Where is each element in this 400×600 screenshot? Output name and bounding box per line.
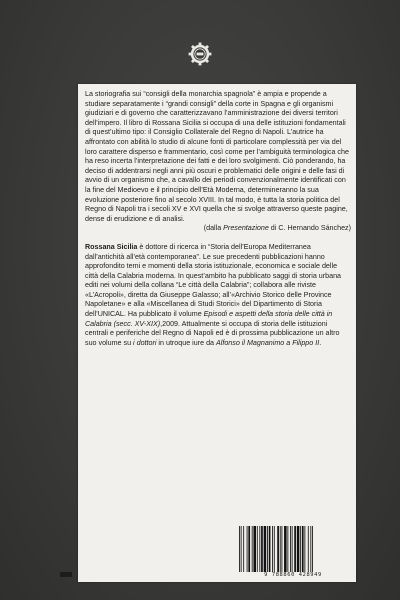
barcode-digits: 9 788860 428949 bbox=[264, 572, 322, 578]
barcode-bar bbox=[310, 526, 311, 572]
barcode-bar bbox=[261, 526, 263, 572]
barcode-bar bbox=[257, 526, 258, 572]
barcode-bar bbox=[294, 526, 296, 572]
barcode-bar bbox=[248, 526, 250, 572]
barcode-bar bbox=[312, 526, 313, 572]
barcode-bar bbox=[241, 526, 242, 572]
barcode-bar bbox=[272, 526, 273, 572]
barcode-bar bbox=[252, 526, 253, 572]
barcode-bar bbox=[264, 526, 267, 572]
isbn-barcode bbox=[235, 524, 351, 580]
author-name: Rossana Sicilia bbox=[85, 242, 138, 251]
barcode-bar bbox=[269, 526, 271, 572]
barcode-bar bbox=[259, 526, 260, 572]
price-sticker bbox=[60, 572, 72, 577]
barcode-bars bbox=[237, 526, 347, 572]
back-cover-text bbox=[85, 90, 351, 348]
barcode-bar bbox=[267, 526, 268, 572]
barcode-bar bbox=[300, 526, 301, 572]
barcode-bar bbox=[247, 526, 248, 572]
barcode-bar bbox=[287, 526, 288, 572]
barcode-bar bbox=[297, 526, 300, 572]
barcode-bar bbox=[243, 526, 244, 572]
barcode-bar bbox=[308, 526, 309, 572]
barcode-bar bbox=[282, 526, 283, 572]
barcode-bar bbox=[274, 526, 275, 572]
barcode-bar bbox=[280, 526, 281, 572]
blurb-attribution: (dalla Presentazione di C. Hernando Sánchez) bbox=[203, 224, 351, 233]
barcode-bar bbox=[302, 526, 304, 572]
barcode-bar bbox=[277, 526, 279, 572]
publisher-gear-logo-icon bbox=[188, 42, 212, 66]
barcode-bar bbox=[292, 526, 293, 572]
author-bio-paragraph: Rossana Sicilia è dottore di ricerca in “Storia dell’Europa Mediterranea dall’antichità all’età contemporanea”. Le sue precedenti pubblicazioni hanno approfondito temi e momenti della storia istituzionale, economica e sociale delle città della Calabria moderna. In quest’ambito ha pubblicato saggi di storia urbana editi nei volumi della collana “Le città della Calabria”; collabora alle riviste «L’Acropoli», diretta da Giuseppe Galasso; all’«Archivio Storico delle Province Napoletane» e alla «Miscellanea di Studi Storici» del Dipartimento di Storia dell’UNICAL. Ha pubblicato il volume Episodi e aspetti della storia delle città in Calabria (secc. XV-XIX),2009. Attualmente si occupa di storia delle istituzioni centrali e periferiche del Regno di Napoli ed è di prossima pubblicazione un altro suo volume su i dottori in utroque iure da Alfonso il Magnanimo a Filippo II. bbox=[85, 242, 342, 347]
barcode-bar bbox=[284, 526, 287, 572]
blurb-paragraph: La storiografia sui “consigli della monarchia spagnola” è ampia e propende a studiare separatamente i “grandi consigli” della corte in Spagna e gli organismi giudiziari e di governo che caratterizzavano l’amministrazione dei diversi territori dell’impero. Il libro di Rossana Sicilia si occupa di una delle istituzioni fondamentali di quest’ultimo tipo: il Consiglio Collaterale del Regno di Napoli. L’autrice ha affrontato con abilità lo studio di alcune fonti di particolare complessità per via del loro carattere disperso e frammentario, così come per l’ambiguità terminologica che ha reso incerta l’interpretazione dei fatti e dei loro svolgimenti. Ciò ponderando, ha deciso di addentrarsi negli anni più oscuri e problematici delle origini e delle fasi di avvio di un organismo che, a cavallo dei periodi convenzionalmente identificati con la fine del Medioevo e il principio dell’Età Moderna, determineranno la sua evoluzione posteriore fino al secolo XVIII. In tal modo, è tutta la storia politica del Regno di Napoli tra i secoli XV e XVI quella che si svolge attraverso queste pagine, dense di erudizione e di analisi. bbox=[85, 90, 349, 223]
barcode-bar bbox=[304, 526, 305, 572]
barcode-bar bbox=[290, 526, 291, 572]
text-panel bbox=[78, 84, 356, 582]
barcode-bar bbox=[253, 526, 256, 572]
barcode-bar bbox=[239, 526, 240, 572]
